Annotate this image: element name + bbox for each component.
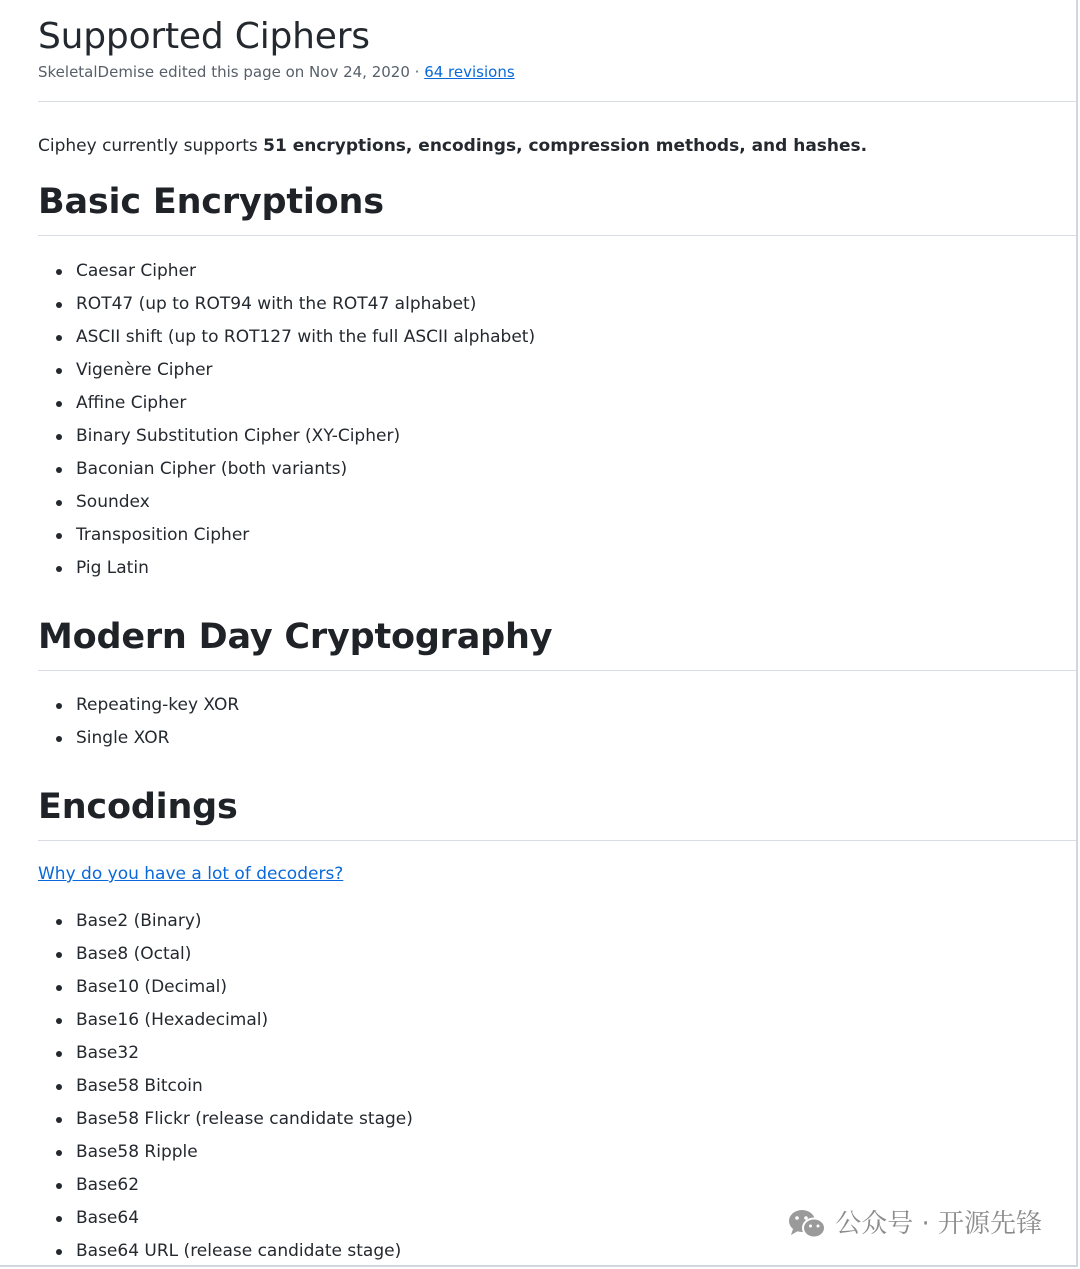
section-divider [38, 840, 1076, 841]
intro-paragraph [38, 133, 1076, 159]
why-decoders-link[interactable]: Why do you have a lot of decoders? [38, 864, 344, 884]
list-item: Base8 (Octal) [38, 938, 1076, 971]
section-divider [38, 670, 1076, 671]
list-item: ASCII shift (up to ROT127 with the full ASCII alphabet) [38, 321, 1076, 354]
list-item: Vigenère Cipher [38, 354, 1076, 387]
list-item: Base58 Bitcoin [38, 1070, 1076, 1103]
list-item: Base62 [38, 1169, 1076, 1202]
intro-text: Ciphey currently supports [38, 136, 264, 156]
heading-basic-encryptions: Basic Encryptions [38, 182, 384, 222]
list-item: Base64 [38, 1202, 1076, 1235]
wiki-content [38, 14, 1076, 1267]
watermark-text: 公众号 · 开源先锋 [835, 1209, 1042, 1239]
intro-bold: 51 encryptions, encodings, compression methods, and hashes. [263, 136, 868, 156]
list-item: Base32 [38, 1037, 1076, 1070]
why-link-wrapper [38, 861, 1076, 887]
page-title: Supported Ciphers [38, 16, 370, 57]
page-meta [38, 62, 1076, 82]
list-item: Base58 Flickr (release candidate stage) [38, 1103, 1076, 1136]
list-item: Base16 (Hexadecimal) [38, 1004, 1076, 1037]
section-divider [38, 235, 1076, 236]
list-item: Binary Substitution Cipher (XY-Cipher) [38, 420, 1076, 453]
list-item: Soundex [38, 486, 1076, 519]
list-item: Base2 (Binary) [38, 905, 1076, 938]
title-divider [38, 101, 1076, 102]
list-item: Base64 URL (release candidate stage) [38, 1235, 1076, 1267]
watermark [787, 1207, 1042, 1241]
list-item: Base58 Ripple [38, 1136, 1076, 1169]
list-item: Pig Latin [38, 552, 1076, 585]
list-item: Affine Cipher [38, 387, 1076, 420]
list-item: Transposition Cipher [38, 519, 1076, 552]
list-item: Baconian Cipher (both variants) [38, 453, 1076, 486]
heading-modern-cryptography: Modern Day Cryptography [38, 617, 553, 657]
revisions-link[interactable]: 64 revisions [424, 63, 515, 81]
list-item: ROT47 (up to ROT94 with the ROT47 alphabet) [38, 288, 1076, 321]
list-item: Base10 (Decimal) [38, 971, 1076, 1004]
list-modern-cryptography [38, 689, 1076, 755]
list-item: Single XOR [38, 722, 1076, 755]
wechat-icon [787, 1207, 827, 1241]
list-item: Repeating-key XOR [38, 689, 1076, 722]
heading-encodings: Encodings [38, 787, 238, 827]
list-item: Caesar Cipher [38, 255, 1076, 288]
list-basic-encryptions [38, 255, 1076, 585]
edit-info: SkeletalDemise edited this page on Nov 24, 2020 · [38, 63, 425, 81]
